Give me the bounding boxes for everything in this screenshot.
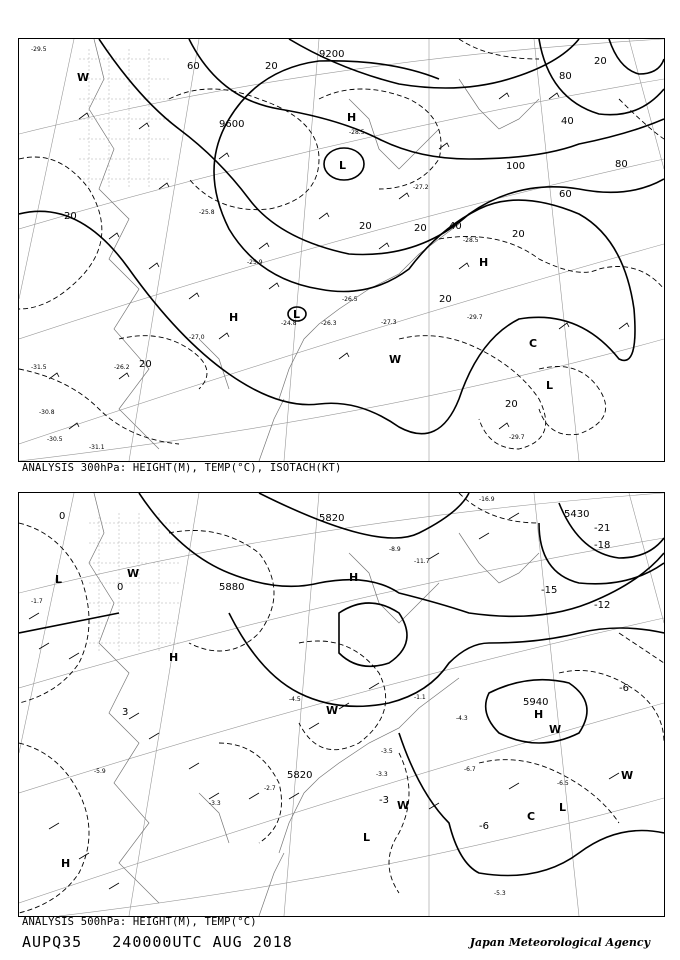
high-center: H — [479, 256, 489, 269]
station-temp: -4.5 — [289, 696, 301, 703]
warm-center: W — [549, 723, 562, 736]
contour-label: -18 — [594, 540, 611, 551]
graticule — [19, 493, 664, 916]
low-center: L — [559, 801, 567, 814]
station-temp: -2.7 — [264, 785, 276, 792]
contour-label: -3 — [379, 795, 389, 806]
contour-label: 5430 — [564, 509, 590, 520]
low-center: L — [339, 159, 347, 172]
station-temp: -1.1 — [414, 694, 426, 701]
contour-label: 20 — [139, 359, 152, 370]
contour-labels — [64, 49, 628, 410]
contour-label: 80 — [615, 159, 628, 170]
station-temp: -28.5 — [349, 129, 365, 136]
temperature-contours — [19, 493, 664, 913]
contour-label: 20 — [594, 56, 607, 67]
height-contours — [19, 39, 664, 434]
contour-label: 5940 — [523, 697, 549, 708]
contour-label: 80 — [559, 71, 572, 82]
low-center: L — [55, 573, 63, 586]
contour-label: -21 — [594, 523, 611, 534]
station-temp: -1.7 — [31, 598, 43, 605]
warm-center: W — [621, 769, 634, 782]
contour-label: 60 — [187, 61, 200, 72]
graticule — [19, 39, 664, 461]
contour-label: -6 — [479, 821, 489, 832]
station-temp: -11.7 — [414, 558, 430, 565]
contour-label: 9600 — [219, 119, 245, 130]
upper-chart-caption: ANALYSIS 300hPa: HEIGHT(M), TEMP(°C), ISOTACH(KT) — [22, 462, 342, 474]
station-temp: -5.9 — [94, 768, 106, 775]
station-temp: -26.3 — [321, 320, 337, 327]
high-center: H — [229, 311, 239, 324]
station-temp: -8.9 — [389, 546, 401, 553]
station-temp: -30.5 — [47, 436, 63, 443]
station-temp: -29.7 — [509, 434, 525, 441]
station-temp: -24.8 — [281, 320, 297, 327]
station-temp: -27.3 — [381, 319, 397, 326]
station-temp: -27.0 — [189, 334, 205, 341]
contour-label: 20 — [265, 61, 278, 72]
station-temp: -28.5 — [463, 237, 479, 244]
station-temp: -3.5 — [381, 748, 393, 755]
chart-identifier — [22, 933, 293, 951]
station-temp: -4.3 — [456, 715, 468, 722]
contour-label: 5880 — [219, 582, 245, 593]
lower-chart-caption: ANALYSIS 500hPa: HEIGHT(M), TEMP(°C) — [22, 916, 257, 928]
station-temp: -29.7 — [467, 314, 483, 321]
wind-barbs — [49, 93, 629, 429]
cold-center: C — [527, 810, 536, 823]
contour-label: 100 — [506, 161, 526, 172]
contour-label: 20 — [512, 229, 525, 240]
contour-label: -12 — [594, 600, 611, 611]
station-temp: -25.8 — [199, 209, 215, 216]
high-center: H — [534, 708, 544, 721]
high-center: H — [169, 651, 179, 664]
contour-label: 20 — [505, 399, 518, 410]
contour-label: 20 — [64, 211, 77, 222]
upper-chart-300hpa — [18, 38, 665, 462]
low-center: L — [546, 379, 554, 392]
station-temp: -31.1 — [89, 444, 105, 451]
contour-label: 20 — [359, 221, 372, 232]
high-center: H — [349, 571, 359, 584]
warm-center: W — [127, 567, 140, 580]
low-center: L — [363, 831, 371, 844]
warm-center: W — [389, 353, 402, 366]
low-center: L — [293, 308, 301, 321]
valid-time: 240000UTC AUG 2018 — [112, 933, 293, 951]
station-temp: -3.3 — [376, 771, 388, 778]
contour-label: 0 — [59, 511, 66, 522]
contour-label: 20 — [439, 294, 452, 305]
contour-label: 5820 — [319, 513, 345, 524]
contour-labels — [59, 509, 629, 832]
high-center: H — [61, 857, 71, 870]
contour-label: 5820 — [287, 770, 313, 781]
station-temp: -31.5 — [31, 364, 47, 371]
contour-label: 20 — [414, 223, 427, 234]
high-center: H — [347, 111, 357, 124]
contour-label: 3 — [122, 707, 129, 718]
station-temp: -16.9 — [479, 496, 495, 503]
warm-center: W — [397, 799, 410, 812]
contour-label: 9200 — [319, 49, 345, 60]
height-contours — [19, 493, 664, 876]
contour-label: -6 — [619, 683, 629, 694]
terrain-hatch — [79, 49, 169, 189]
warm-center: W — [326, 704, 339, 717]
station-temp: -5.3 — [494, 890, 506, 897]
station-temp: -6.5 — [557, 780, 569, 787]
warm-center: W — [77, 71, 90, 84]
chart-code: AUPQ35 — [22, 933, 83, 951]
station-temp: -29.5 — [31, 46, 47, 53]
station-temp: -30.8 — [39, 409, 55, 416]
agency-credit: Japan Meteorological Agency — [469, 936, 650, 949]
station-temp: -27.2 — [413, 184, 429, 191]
contour-label: 60 — [559, 189, 572, 200]
station-temp: -6.7 — [464, 766, 476, 773]
contour-label: 0 — [117, 582, 124, 593]
station-temp: -26.5 — [342, 296, 358, 303]
cold-center: C — [529, 337, 538, 350]
contour-label: 40 — [561, 116, 574, 127]
lower-chart-500hpa — [18, 492, 665, 917]
contour-label: -15 — [541, 585, 558, 596]
station-temp: -25.9 — [247, 259, 263, 266]
station-temp: -3.3 — [209, 800, 221, 807]
isotach-contours — [19, 39, 664, 449]
terrain-hatch — [89, 513, 179, 653]
station-temp: -26.2 — [114, 364, 130, 371]
contour-label: 40 — [449, 221, 462, 232]
